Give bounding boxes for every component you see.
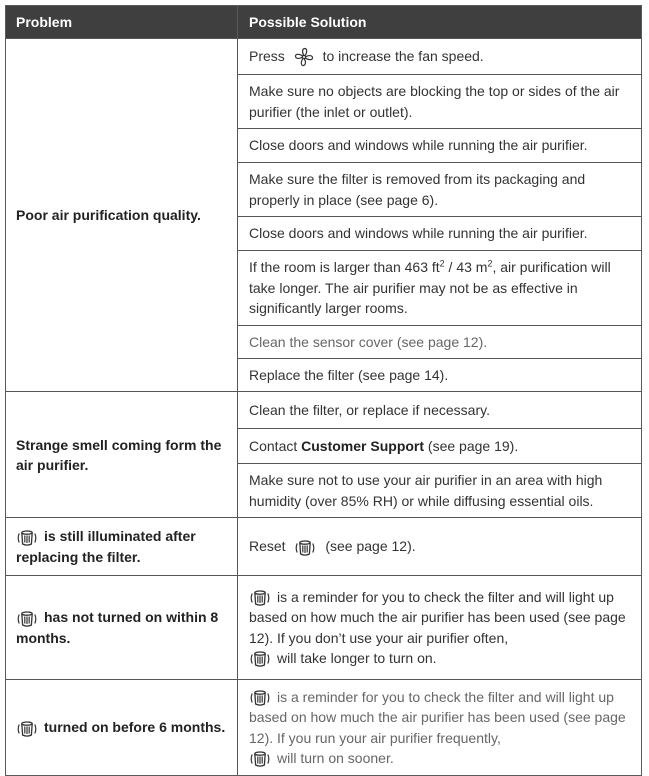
- table-row: [6, 679, 641, 775]
- filter-indicator-icon: [249, 650, 271, 668]
- filter-indicator-icon: [16, 529, 38, 547]
- fan-icon: [294, 47, 314, 67]
- problem-cell: [6, 518, 238, 575]
- solution-item: Clean the filter, or replace if necessary.: [249, 401, 490, 418]
- solution-item: Clean the sensor cover (see page 12).: [238, 325, 641, 358]
- solution-text: Press: [249, 47, 285, 64]
- problem-text: Poor air purification quality.: [16, 207, 201, 223]
- solution-column-header: Possible Solution: [249, 14, 367, 30]
- solutions-cell: [238, 680, 641, 775]
- table-row: [6, 38, 641, 391]
- problem-text: Strange smell coming form the air purifier.: [16, 436, 222, 473]
- filter-indicator-icon: [16, 720, 38, 738]
- problem-text: has not turned on within 8 months.: [16, 609, 219, 646]
- solution-item: Make sure the filter is removed from its packaging and properly in place (see page 6).: [238, 162, 641, 216]
- solutions-cell: [238, 576, 641, 679]
- solution-item: If the room is larger than 463 $ft^2 / 43$ $m^2$, air purification will take longer. The air purifier may not be as effective in significantly larger rooms.: [238, 250, 641, 325]
- problem-cell: [6, 39, 238, 391]
- problem-cell: [6, 576, 238, 679]
- solution-item: Close doors and windows while running the air purifier.: [238, 216, 641, 250]
- solution-item: Make sure no objects are blocking the top or sides of the air purifier (the inlet or outlet).: [238, 74, 641, 128]
- filter-indicator-icon: [249, 750, 271, 768]
- problem-text: is still illuminated after replacing the filter.: [16, 528, 196, 565]
- solution-item: Make sure not to use your air purifier in an area with high humidity (over 85% RH) or while diffusing essential oils.: [238, 463, 641, 517]
- solutions-cell: [238, 392, 641, 517]
- solution-item: [238, 39, 641, 74]
- problem-text: turned on before 6 months.: [44, 719, 226, 736]
- filter-indicator-icon: [294, 539, 316, 557]
- troubleshooting-table: [5, 5, 642, 776]
- table-row: [6, 517, 641, 575]
- filter-indicator-icon: [16, 610, 38, 628]
- solution-item: Contact Customer Support (see page 19).: [238, 428, 641, 463]
- solution-item: Reset (see page 12).: [238, 518, 641, 575]
- table-row: [6, 575, 641, 679]
- solution-item: is a reminder for you to check the filter and will light up based on how much the air purifier has been used (see page 12). If you run your air purifier frequently, will turn on sooner.: [238, 680, 641, 775]
- solution-text: to increase the fan speed.: [322, 47, 484, 64]
- table-row: [6, 391, 641, 517]
- filter-indicator-icon: [249, 589, 271, 607]
- problem-column-header: Problem: [6, 6, 238, 38]
- solution-item: Close doors and windows while running the air purifier.: [238, 128, 641, 162]
- solutions-cell: [238, 518, 641, 575]
- table-header: [6, 6, 641, 38]
- solution-item: Replace the filter (see page 14).: [238, 358, 641, 391]
- filter-indicator-icon: [249, 689, 271, 707]
- problem-cell: [6, 680, 238, 775]
- solutions-cell: [238, 39, 641, 391]
- customer-support-link: Customer Support: [301, 437, 425, 454]
- problem-cell: [6, 392, 238, 517]
- solution-item: is a reminder for you to check the filter and will light up based on how much the air purifier has been used (see page 12). If you don’t use your air purifier often, will take longer to turn on.: [238, 576, 641, 679]
